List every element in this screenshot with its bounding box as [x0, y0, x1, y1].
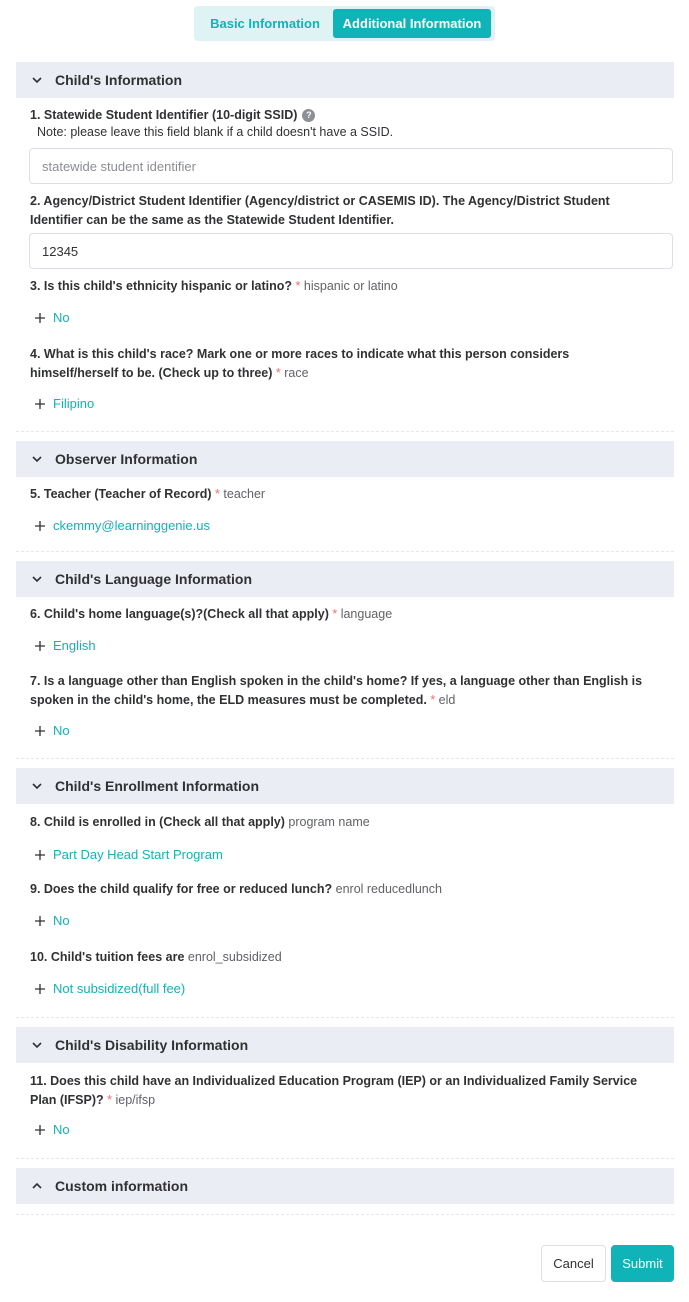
question-6-label: 6. Child's home language(s)?(Check all that apply) * language	[30, 607, 393, 621]
answer-eld[interactable]	[35, 723, 70, 738]
answer-race-value: Filipino	[53, 396, 95, 411]
section-divider	[16, 758, 674, 759]
section-title: Child's Language Information	[55, 571, 252, 587]
plus-icon	[35, 313, 45, 323]
section-observer-information[interactable]	[16, 441, 674, 477]
answer-teacher[interactable]	[35, 518, 210, 533]
ssid-input[interactable]	[29, 148, 673, 184]
answer-program-value: Part Day Head Start Program	[53, 847, 223, 862]
plus-icon	[35, 1125, 45, 1135]
section-title: Child's Disability Information	[55, 1037, 249, 1053]
question-7-label: 7. Is a language other than English spoken in the child's home? If yes, a language other than English is spoken in the child's home, the ELD measures must be completed. * eld	[30, 674, 643, 707]
question-4-label: 4. What is this child's race? Mark one or more races to indicate what this person considers himself/herself to be. (Check up to three) * race	[30, 347, 570, 380]
plus-icon	[35, 399, 45, 409]
question-10-label: 10. Child's tuition fees are enrol_subsidized	[30, 950, 282, 964]
tab-basic-information[interactable]: Basic Information	[210, 16, 320, 31]
answer-tuition[interactable]	[35, 981, 185, 996]
answer-tuition-value: Not subsidized(full fee)	[53, 981, 186, 996]
plus-icon	[35, 984, 45, 994]
answer-eld-value: No	[53, 723, 70, 738]
question-2-label: 2. Agency/District Student Identifier (Agency/district or CASEMIS ID). The Agency/District Student Identifier can be the same as the Statewide Student Identifier.	[30, 194, 610, 227]
plus-icon	[35, 850, 45, 860]
section-title: Child's Information	[55, 72, 182, 88]
section-enrollment-information[interactable]	[16, 768, 674, 804]
tab-switcher	[194, 6, 495, 41]
section-language-information[interactable]	[16, 561, 674, 597]
question-11-label: 11. Does this child have an Individualized Education Program (IEP) or an Individualized Family Service Plan (IFSP)? * iep/ifsp	[30, 1074, 638, 1107]
question-5-label: 5. Teacher (Teacher of Record) * teacher	[30, 487, 266, 501]
section-custom-information[interactable]	[16, 1168, 674, 1204]
chevron-down-icon	[30, 572, 44, 586]
question-8-label: 8. Child is enrolled in (Check all that apply) program name	[30, 815, 370, 829]
section-title: Child's Enrollment Information	[55, 778, 259, 794]
answer-ethnicity[interactable]	[35, 310, 70, 325]
question-9-label: 9. Does the child qualify for free or reduced lunch? enrol reducedlunch	[30, 882, 442, 896]
plus-icon	[35, 521, 45, 531]
section-title: Custom information	[55, 1178, 188, 1194]
answer-ethnicity-value: No	[53, 310, 70, 325]
tab-additional-information[interactable]: Additional Information	[333, 9, 491, 38]
answer-program[interactable]	[35, 847, 223, 862]
section-disability-information[interactable]	[16, 1027, 674, 1063]
section-title: Observer Information	[55, 451, 198, 467]
answer-language[interactable]	[35, 638, 96, 653]
chevron-down-icon	[30, 73, 44, 87]
plus-icon	[35, 726, 45, 736]
answer-teacher-value: ckemmy@learninggenie.us	[53, 518, 210, 533]
plus-icon	[35, 641, 45, 651]
chevron-down-icon	[30, 779, 44, 793]
chevron-up-icon	[30, 1179, 44, 1193]
chevron-down-icon	[30, 1038, 44, 1052]
chevron-down-icon	[30, 452, 44, 466]
answer-language-value: English	[53, 638, 96, 653]
question-3-label: 3. Is this child's ethnicity hispanic or latino? * hispanic or latino	[30, 279, 398, 293]
section-child-information[interactable]	[16, 62, 674, 98]
cancel-button[interactable]: Cancel	[541, 1245, 606, 1282]
agency-id-input[interactable]	[29, 233, 673, 269]
answer-reduced-lunch[interactable]	[35, 913, 70, 928]
answer-reduced-lunch-value: No	[53, 913, 70, 928]
plus-icon	[35, 916, 45, 926]
section-divider	[16, 1017, 674, 1018]
section-divider	[16, 1158, 674, 1159]
section-divider	[16, 551, 674, 552]
answer-race[interactable]	[35, 396, 94, 411]
section-divider	[16, 431, 674, 432]
question-1-label: 1. Statewide Student Identifier (10-digit SSID) ?	[30, 106, 660, 125]
question-1-note: Note: please leave this field blank if a child doesn't have a SSID.	[37, 125, 394, 139]
submit-button[interactable]: Submit	[611, 1245, 674, 1282]
answer-iep[interactable]	[35, 1122, 70, 1137]
answer-iep-value: No	[53, 1122, 70, 1137]
question-circle-icon[interactable]: ?	[302, 109, 315, 122]
section-divider	[16, 1214, 674, 1215]
